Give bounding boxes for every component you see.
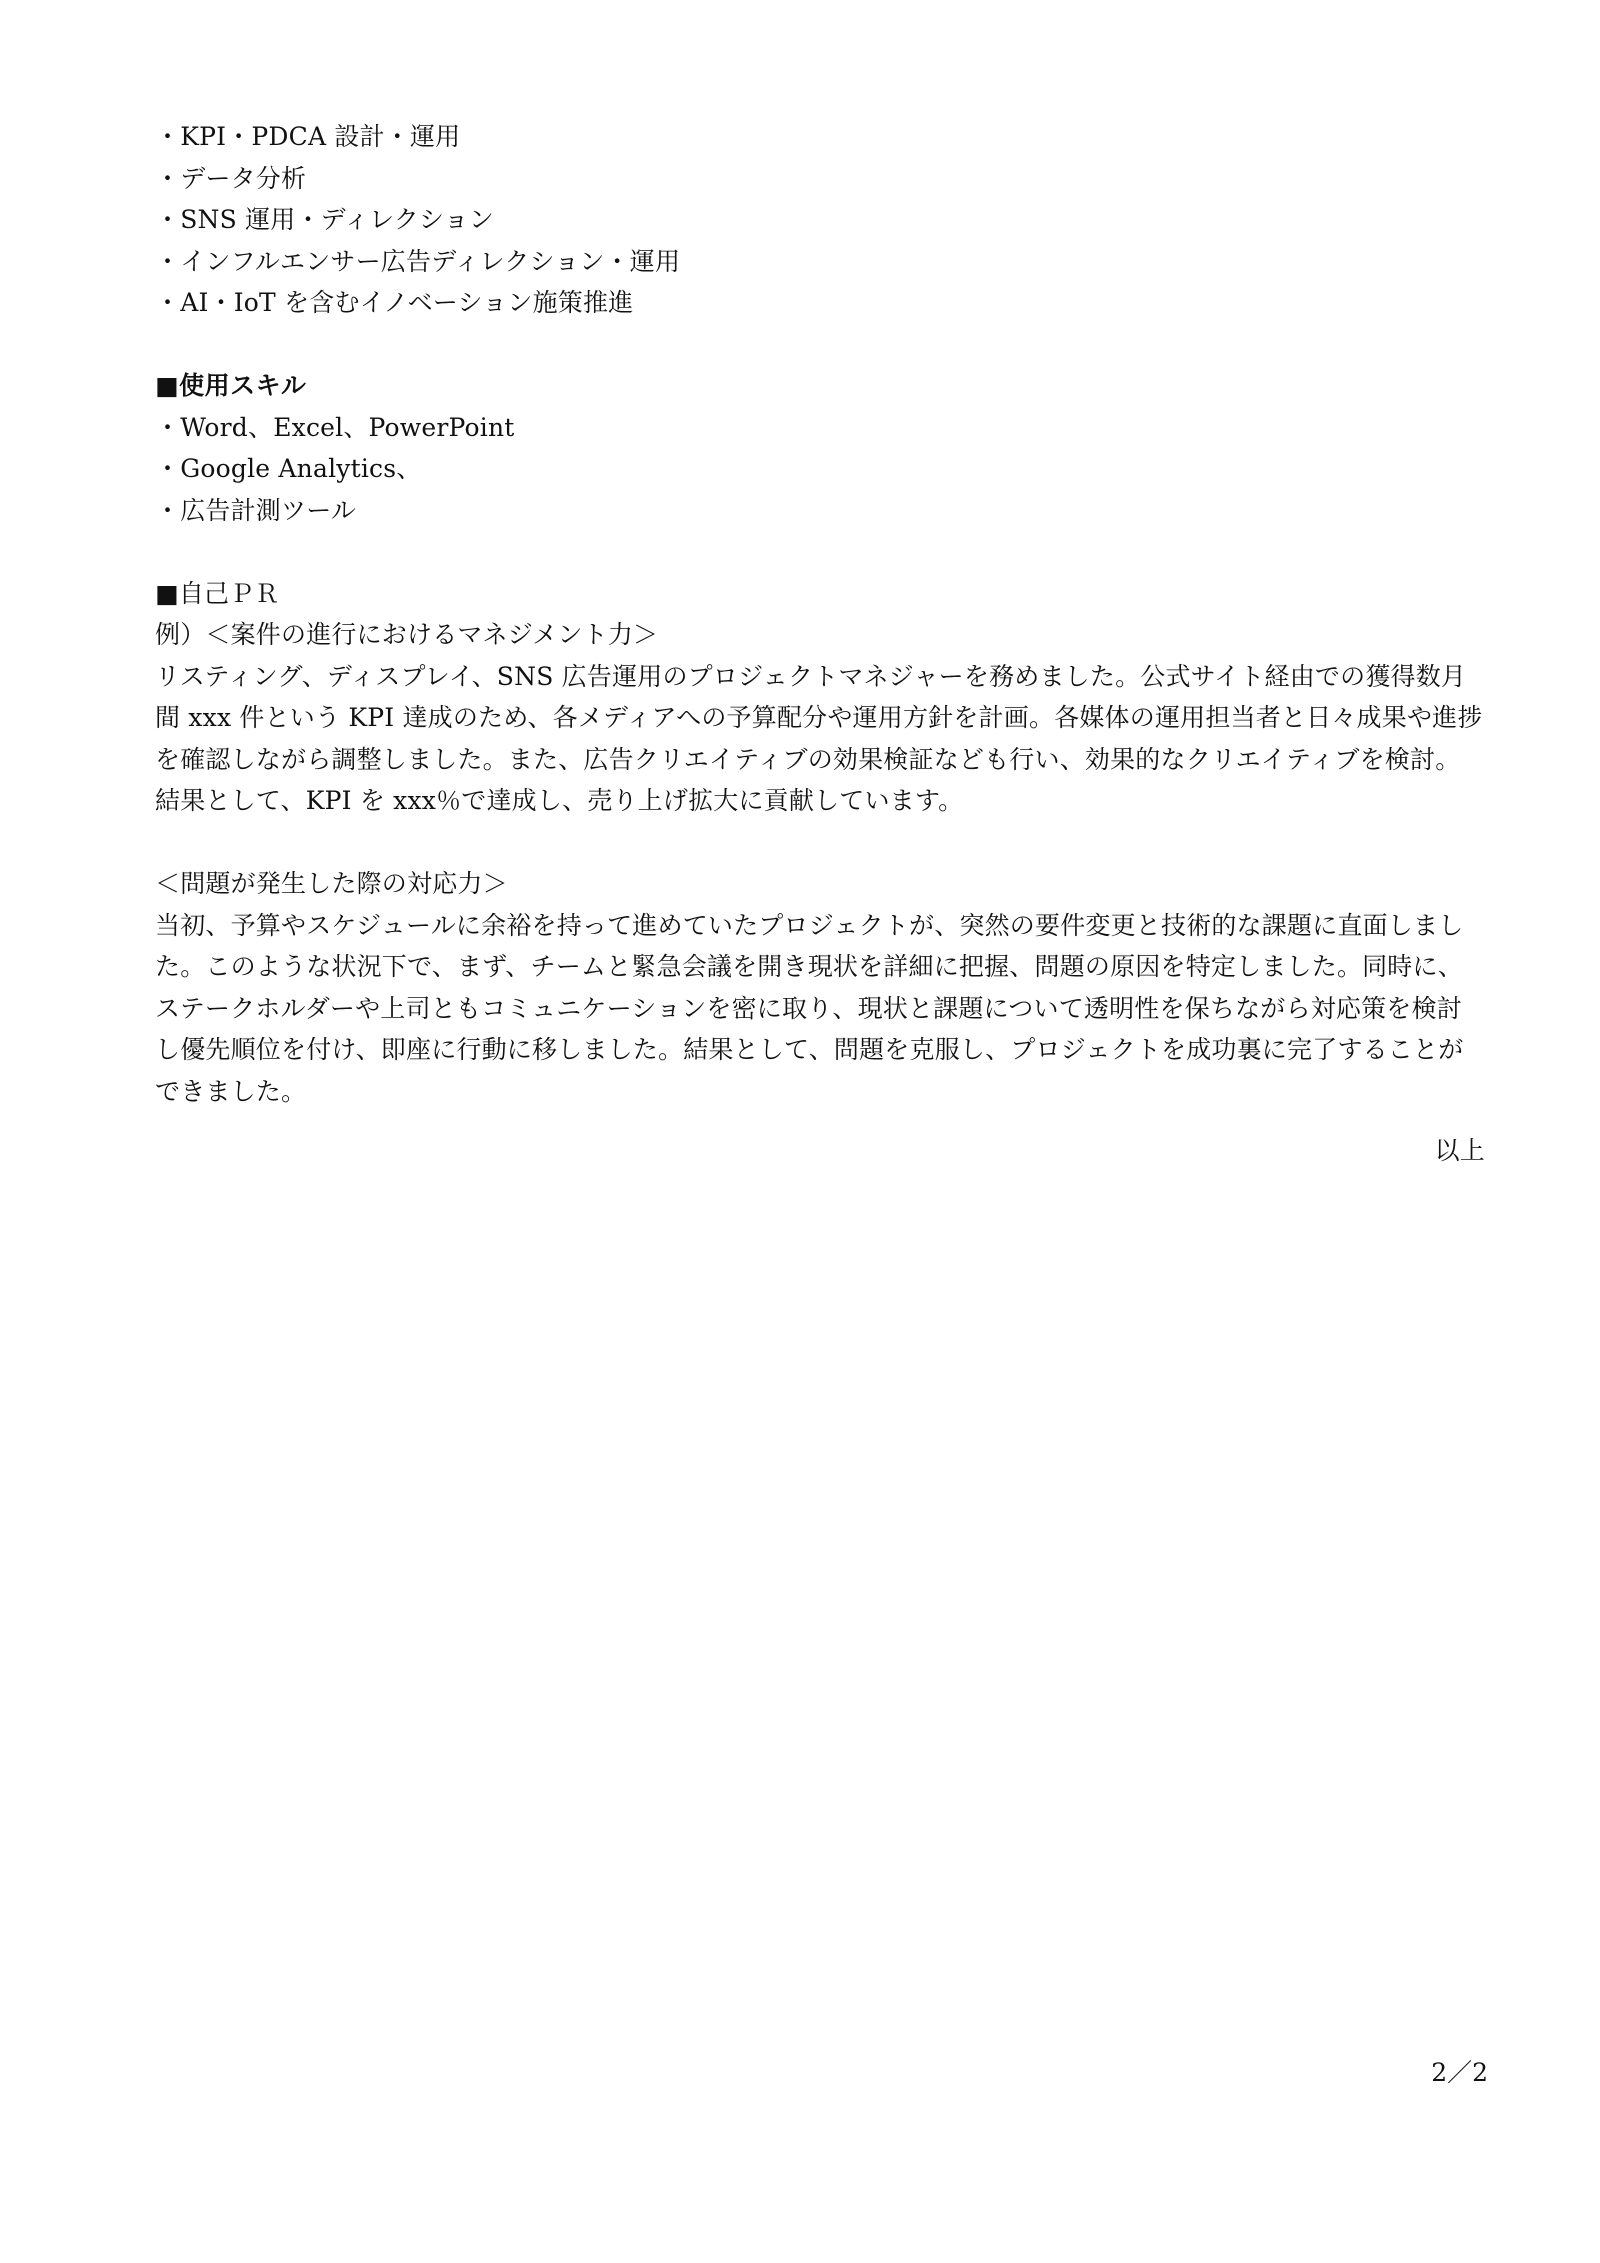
problem-label: ＜問題が発生した際の対応力＞ [155,869,508,898]
skill-item: ・Google Analytics、 [155,454,422,483]
problem-body-line: し優先順位を付け、即座に行動に移しました。結果として、問題を克服し、プロジェクトを成功裏に完了することが [155,1035,1464,1064]
spacer [155,531,1485,573]
list-item: ・AI・IoT を含むイノベーション施策推進 [155,288,634,317]
skills-heading: ■使用スキル [155,371,307,400]
list-item: ・SNS 運用・ディレクション [155,205,495,234]
closing-text: 以上 [1434,1136,1485,1165]
problem-body-line: できました。 [155,1076,307,1106]
self-pr-heading: ■自己ＰＲ [155,578,280,608]
list-item: ・データ分析 [155,163,307,193]
spacer [155,324,1485,366]
example-body-line: リスティング、ディスプレイ、SNS 広告運用のプロジェクトマネジャーを務めました。公式サイト経由での獲得数月 [155,661,1467,691]
skill-item: ・Word、Excel、PowerPoint [155,412,515,442]
example-label: 例）＜案件の進行におけるマネジメント力＞ [155,620,659,649]
problem-body-line: 当初、予算やスケジュールに余裕を持って進めていたプロジェクトが、突然の要件変更と技術的な課題に直面しまし [155,910,1464,940]
example-body-line: を確認しながら調整しました。また、広告クリエイティブの効果検証なども行い、効果的なクリエイティブを検討。 [155,744,1461,774]
problem-body-line: ステークホルダーや上司ともコミュニケーションを密に取り、現状と課題について透明性を保ちながら対応策を検討 [155,993,1462,1023]
problem-body-line: た。このような状況下で、まず、チームと緊急会議を開き現状を詳細に把握、問題の原因を特定しました。同時に、 [155,952,1463,981]
skills-section [155,365,1485,531]
document-content [155,116,1485,1172]
spacer [155,822,1485,864]
list-item: ・KPI・PDCA 設計・運用 [155,122,461,151]
example-body-line: 間 xxx 件という KPI 達成のため、各メディアへの予算配分や運用方針を計画。各媒体の運用担当者と日々成果や進捗 [155,703,1483,732]
example-body-line: 結果として、KPI を xxx％で達成し、売り上げ拡大に貢献しています。 [155,786,964,815]
top-list [155,116,1485,324]
self-pr-section [155,573,1485,1113]
skill-item: ・広告計測ツール [155,495,357,525]
list-item: ・インフルエンサー広告ディレクション・運用 [155,246,681,276]
page-number: 2／2 [1431,2058,1488,2087]
